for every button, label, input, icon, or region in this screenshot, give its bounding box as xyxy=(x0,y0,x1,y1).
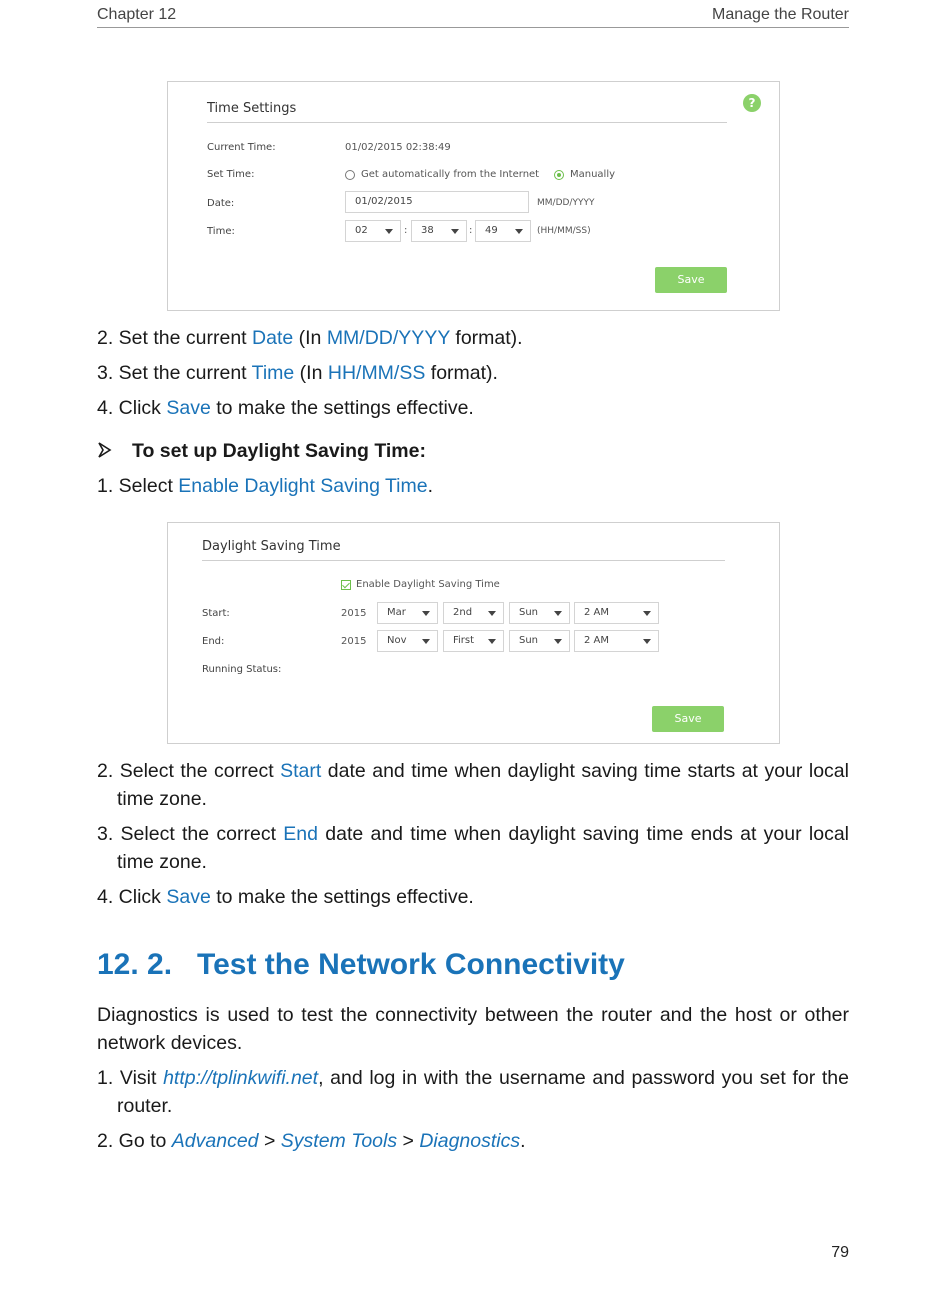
end-month-select[interactable]: Nov xyxy=(377,630,438,652)
chevron-down-icon xyxy=(554,611,562,616)
start-day-select[interactable]: Sun xyxy=(509,602,570,624)
chevron-down-icon xyxy=(422,611,430,616)
time-colon: : xyxy=(404,225,408,236)
chevron-down-icon xyxy=(451,229,459,234)
enable-dst-checkbox[interactable] xyxy=(341,580,351,590)
intro-paragraph: Diagnostics is used to test the connectivity between the router and the host or other network devices. xyxy=(97,1004,849,1054)
start-year: 2015 xyxy=(341,608,367,619)
time-label: Time: xyxy=(207,226,235,237)
section-heading: 12. 2. Test the Network Connectivity xyxy=(97,948,625,981)
chevron-down-icon xyxy=(422,639,430,644)
step-goto: 2. Go to Advanced > System Tools > Diagnostics. xyxy=(97,1130,526,1152)
set-time-label: Set Time: xyxy=(207,169,255,180)
step-click-save: 4. Click Save to make the settings effective. xyxy=(97,886,474,908)
chevron-down-icon xyxy=(488,639,496,644)
step-select-start: 2. Select the correct Start date and time when daylight saving time starts at your local time zone. xyxy=(97,760,849,810)
panel-title: Time Settings xyxy=(207,101,297,116)
start-label: Start: xyxy=(202,608,230,619)
current-time-label: Current Time: xyxy=(207,142,276,153)
date-input[interactable]: 01/02/2015 xyxy=(345,191,529,213)
chapter-label: Chapter 12 xyxy=(97,6,177,23)
end-week-select[interactable]: First xyxy=(443,630,504,652)
step-set-date: 2. Set the current Date (In MM/DD/YYYY format). xyxy=(97,327,523,349)
minute-value: 38 xyxy=(421,225,434,236)
header-rule xyxy=(97,27,849,28)
dst-save-button[interactable]: Save xyxy=(652,706,724,732)
current-time-value: 01/02/2015 02:38:49 xyxy=(345,142,451,153)
end-hour-select[interactable]: 2 AM xyxy=(574,630,659,652)
chevron-down-icon xyxy=(488,611,496,616)
help-icon[interactable]: ? xyxy=(743,94,761,112)
date-label: Date: xyxy=(207,198,235,209)
hour-select[interactable] xyxy=(345,220,401,242)
step-visit: 1. Visit http://tplinkwifi.net, and log in with the username and password you set for the router. xyxy=(97,1067,849,1117)
steps-time xyxy=(97,324,849,422)
dst-panel-title: Daylight Saving Time xyxy=(202,539,341,554)
chevron-down-icon xyxy=(643,639,651,644)
step-select-end: 3. Select the correct End date and time when daylight saving time ends at your local time zone. xyxy=(97,823,849,873)
radio-manual[interactable] xyxy=(554,170,564,180)
minute-select[interactable] xyxy=(411,220,467,242)
radio-auto-label: Get automatically from the Internet xyxy=(361,169,540,180)
chevron-down-icon xyxy=(643,611,651,616)
steps-dst xyxy=(97,757,849,911)
chevron-down-icon xyxy=(515,229,523,234)
page-number: 79 xyxy=(831,1244,849,1261)
dst-heading: To set up Daylight Saving Time: xyxy=(132,440,426,462)
step-click-save: 4. Click Save to make the settings effective. xyxy=(97,397,474,419)
second-value: 49 xyxy=(485,225,498,236)
start-month-select[interactable]: Mar xyxy=(377,602,438,624)
radio-manual-label: Manually xyxy=(570,169,616,180)
enable-dst-label: Enable Daylight Saving Time xyxy=(356,579,500,590)
running-status-label: Running Status: xyxy=(202,664,282,675)
radio-auto[interactable] xyxy=(345,170,355,180)
date-format-hint: MM/DD/YYYY xyxy=(537,198,595,208)
chevron-down-icon xyxy=(554,639,562,644)
tplinkwifi-link[interactable]: http://tplinkwifi.net xyxy=(163,1067,319,1089)
time-settings-panel xyxy=(167,81,780,311)
title-rule xyxy=(202,560,725,561)
steps-diagnostics xyxy=(97,1064,849,1155)
title-rule xyxy=(207,122,727,123)
chevron-down-icon xyxy=(385,229,393,234)
arrow-bullet-icon xyxy=(97,440,113,460)
save-button[interactable]: Save xyxy=(655,267,727,293)
end-label: End: xyxy=(202,636,225,647)
step-enable-dst: 1. Select Enable Daylight Saving Time. xyxy=(97,475,434,497)
dst-panel xyxy=(167,522,780,744)
second-select[interactable] xyxy=(475,220,531,242)
time-colon: : xyxy=(469,225,473,236)
start-hour-select[interactable]: 2 AM xyxy=(574,602,659,624)
section-label: Manage the Router xyxy=(712,6,849,23)
hour-value: 02 xyxy=(355,225,368,236)
end-day-select[interactable]: Sun xyxy=(509,630,570,652)
time-format-hint: (HH/MM/SS) xyxy=(537,226,591,236)
end-year: 2015 xyxy=(341,636,367,647)
step-set-time: 3. Set the current Time (In HH/MM/SS format). xyxy=(97,362,498,384)
start-week-select[interactable]: 2nd xyxy=(443,602,504,624)
